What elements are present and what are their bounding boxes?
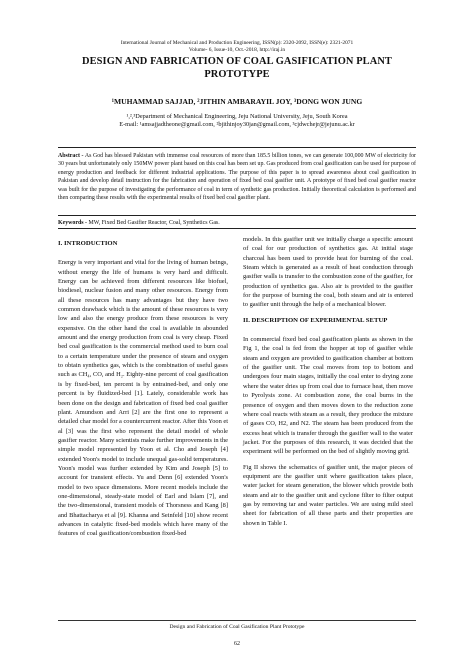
keywords-text: MW, Fixed Bed Gasifier Reactor, Coal, Synthetics Gas.: [88, 220, 220, 226]
journal-line-2: Volume- 6, Issue-10, Oct.-2018, http://iraj.in: [188, 47, 286, 53]
setup-paragraph-1: In commercial fixed bed coal gasification plants as shown in the Fig 1, the coal is fed from the hopper at top of gasifier while steam and oxygen are provided to gasification chamber at bottom of the gasifier unit. The coal moves from top to bottom and undergoes four main stages, initially the coal enter to drying zone where the water dries up from coal due to furnace heat, then move to Pyrolysis zone. At combustion zone, the coal burns in the presence of oxygen and then moves down to the reduction zone where coal reacts with steam as a result, they produce the mixture of gases CO, H2, and N2. The steam has been produced from the excess heat which is transfer through the gasifier wall to the water jacket. For the purposes of this research, it was decided that the experiment will be performed on the bed of slightly moving grid.: [243, 336, 413, 456]
keywords-bottom-rule: [58, 228, 416, 229]
section-heading-introduction: I. INTRODUCTION: [58, 240, 118, 247]
setup-paragraph-2: Fig II shows the schematics of gasifier unit, the major pieces of equipment are the gasifier unit where gasification takes place, water jacket for steam generation, the blower which provide both steam and air to the gasifier unit and cyclone filter to filter output gas by removing tar and water particles. We are using mild steel sheet for fabrication of all these parts and their properties are shown in Table I.: [243, 463, 413, 527]
intro-paragraph: Energy is very important and vital for the living of human beings, without energy the life of humans is very hard and difficult. Energy can be achieved from different resources like biofuel, biodiesel, nuclear fusion and many other resources. Energy from all these resources has many advantages but they have two common drawback which is the amount of these resources is very low and also the energy produce from these resources is very expensive. On the other hand the coal is available in abounded amount and the energy production from coal is very cheap. Fixed bed coal gasification is the commercial method used to burn coal to a certain temperature under the presence of steam and oxygen to obtain synthetics gas, which is the combination of useful gases such as CH₄, CO, and H₂. Eighty-nine percent of coal gasification is by fixed-bed, ten percent is by entrained-bed, and only one percent is by fluidized-bed [1]. Lately, considerable work has been done on the design and fabrication of fixed bed coal gasifier plant. Amundson and Arri [2] are the first one to represent a detailed char model for a countercurrent reactor. After this Yoon et al [3] was the first who represent the detail model of whole gasifier reactor. Many scientists make further improvements in the simple model represented by Yoon et al. Cho and Joseph [4] extended Yoon's model to include unequal gas-solid temperatures. Yoon's model was further extended by Kim and Joseph [5] to account for transient effects. Yu and Denn [6] extended Yoon's model to two space dimensions. More recent models include the one-dimensional, steady-state model of Earl and Islam [7], and the two-dimensional, transient models of Thorsness and Kang [8] and Bhattacharya et al [9]. Khanna and Seinfeld [10] show recent advances in catalytic fixed-bed models which have many of the features of coal gasification/combustion fixed-bed: [58, 259, 228, 538]
keywords: [58, 219, 416, 227]
abstract-text: As God has blessed Pakistan with immense coal resources of more than 185.5 billion tones, we can generate 100,000 MW of electricity for 30 years but unfortunately only 150MW power plant based on this coal has been set up. Gas produced from coal gasification can be used for purpose of energy production and feedback for different industrial applications. The purpose of this paper is to spread awareness about coal gasification in Pakistan and develop detail instruction for the fabrication and operation of fixed bed coal gasifier unit. A prototype of fixed bed coal gasifier reactor was built for the purpose of investigating the performance of coal in term of synthetic gas production. Initially theoretical calculation is performed and then comparing these results with the experimental results of fixed bed coal gasifier plant.: [58, 153, 416, 202]
abstract: [58, 152, 416, 202]
abstract-top-rule: [58, 147, 416, 148]
running-footer: Design and Fabrication of Coal Gasification Plant Prototype: [58, 620, 416, 631]
affiliation-text: ¹,²,³Department of Mechanical Engineering, Jeju National University, Jeju, South Korea: [126, 113, 348, 120]
abstract-label: Abstract -: [58, 153, 84, 159]
page-number: 62: [234, 641, 240, 647]
affiliation-block: [50, 113, 424, 129]
right-column: [243, 235, 413, 534]
left-column: [58, 239, 228, 545]
email-line: E-mail: ¹amsajjadtheone@gmail.com, ²bjithinjoy30jan@gmail.com, ³cjdwchejr@jejunu.ac.kr: [119, 121, 355, 128]
paper-title: DESIGN AND FABRICATION OF COAL GASIFICATION PLANT PROTOTYPE: [82, 56, 392, 80]
intro-continued-paragraph: models. In this gasifier unit we initially charge a specific amount of coal for our production of synthetics gas. At initial stage charcoal has been used to provide heat for burning of the coal. Steam which is generated as a result of heat conduction through gasifier walls is transfer to the combustion zone of the gasifier, for production of synthetics gas. Also air is provided to the gasifier for the purpose of burning the coal, both steam and air is entered to gasifier unit through the help of a mechanical blower.: [243, 236, 413, 309]
journal-header: [60, 40, 414, 54]
keywords-top-rule: [58, 215, 416, 216]
journal-line-1: International Journal of Mechanical and Production Engineering, ISSN(p): 2320-2092, ISSN(e): 2321-2071: [120, 40, 354, 46]
keywords-label: Keywords -: [58, 220, 87, 226]
author-list: ¹MUHAMMAD SAJJAD, ²JITHIN AMBARAYIL JOY, ³DONG WON JUNG: [111, 97, 363, 106]
section-heading-experimental-setup: II. DESCRIPTION OF EXPERIMENTAL SETUP: [243, 316, 388, 324]
